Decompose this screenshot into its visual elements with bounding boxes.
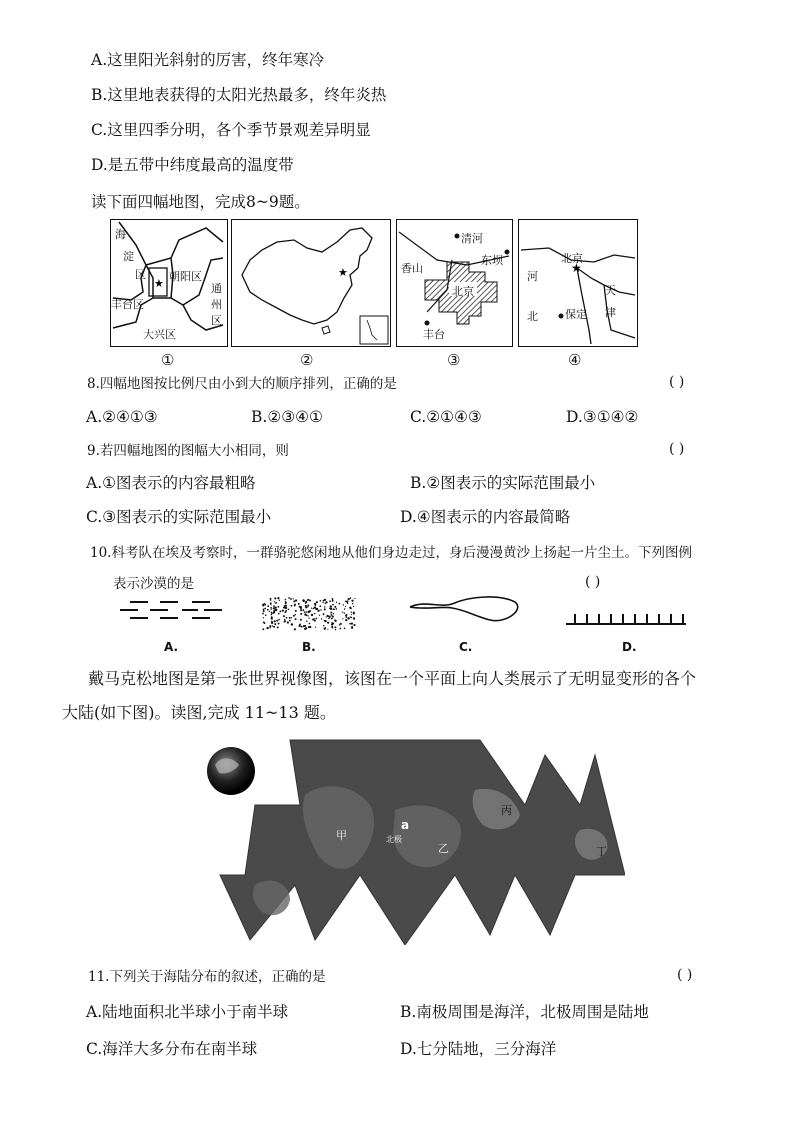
map3-fengtai: 丰台 xyxy=(423,328,445,341)
legend-c-lake xyxy=(410,597,518,621)
q7-option-c: C.这里四季分明，各个季节景观差异明显 xyxy=(91,121,371,139)
q11-option-d: D.七分陆地，三分海洋 xyxy=(400,1040,557,1058)
dymaxion-a: a xyxy=(401,818,410,832)
intro-8-9: 读下面四幅地图，完成8~9题。 xyxy=(91,193,310,211)
map3-beijing: 北京 xyxy=(452,285,474,298)
legend-d-label: D. xyxy=(622,640,637,654)
legend-a-label: A. xyxy=(164,640,179,654)
q8-stem: 8.四幅地图按比例尺由小到大的顺序排列，正确的是 xyxy=(87,376,397,392)
q7-option-a: A.这里阳光斜射的厉害，终年寒冷 xyxy=(91,51,325,69)
svg-text:★: ★ xyxy=(571,261,582,275)
dymaxion-ding: 丁 xyxy=(596,845,607,858)
map-3-label: ③ xyxy=(447,351,461,369)
dymaxion-beiji: 北极 xyxy=(386,835,402,844)
map-4 xyxy=(518,219,638,347)
legend-b-dots xyxy=(262,597,355,630)
q9-option-b: B.②图表示的实际范围最小 xyxy=(410,474,596,492)
q8-option-b: B.②③④① xyxy=(251,408,323,426)
map4-tian: 天 xyxy=(605,284,616,297)
map4-jin: 津 xyxy=(605,306,616,319)
legend-c-label: C. xyxy=(459,640,473,654)
q10-stem-line2: 表示沙漠的是 xyxy=(113,576,194,592)
q9-option-c: C.③图表示的实际范围最小 xyxy=(86,508,272,526)
map3-xiangshan: 香山 xyxy=(401,262,423,275)
map1-haidian-1: 海 xyxy=(115,228,126,241)
q10-legend-symbols xyxy=(0,590,793,640)
map-2 xyxy=(231,219,391,347)
q10-stem-line1: 10.科考队在埃及考察时，一群骆驼悠闲地从他们身边走过，身后漫漫黄沙上扬起一片尘土。下列图例 xyxy=(90,545,692,561)
map1-tong-3: 区 xyxy=(211,314,222,327)
map4-baoding: 保定 xyxy=(565,308,587,321)
q7-option-b: B.这里地表获得的太阳光热最多，终年炎热 xyxy=(91,86,387,104)
q7-option-d: D.是五带中纬度最高的温度带 xyxy=(91,156,294,174)
map4-bei: 北 xyxy=(527,310,538,323)
map-3 xyxy=(396,219,513,347)
map-2-china-outline xyxy=(232,220,390,346)
q9-option-a: A.①图表示的内容最粗略 xyxy=(86,474,256,492)
q11-stem: 11.下列关于海陆分布的叙述，正确的是 xyxy=(88,969,326,985)
q8-option-d: D.③①④② xyxy=(566,408,639,426)
map4-beijing: 北京 xyxy=(561,252,583,265)
q8-option-a: A.②④①③ xyxy=(86,408,158,426)
map1-tong-1: 通 xyxy=(211,282,222,295)
map1-daxing: 大兴区 xyxy=(143,328,176,341)
map1-tong-2: 州 xyxy=(211,298,222,311)
q9-stem: 9.若四幅地图的图幅大小相同，则 xyxy=(87,443,289,459)
map3-dongba: 东坝 xyxy=(481,254,503,267)
dymaxion-yi: 乙 xyxy=(438,842,449,855)
svg-text:★: ★ xyxy=(154,277,164,290)
q11-option-b: B.南极周围是海洋，北极周围是陆地 xyxy=(400,1003,649,1021)
legend-b-label: B. xyxy=(302,640,316,654)
q11-option-a: A.陆地面积北半球小于南半球 xyxy=(86,1003,289,1021)
map4-he: 河 xyxy=(527,270,538,283)
map-1-label: ① xyxy=(161,351,175,369)
dymaxion-jia: 甲 xyxy=(336,829,347,842)
q9-answer-blank[interactable]: ( ) xyxy=(669,441,685,457)
svg-text:★: ★ xyxy=(338,266,348,279)
map-4-label: ④ xyxy=(568,351,582,369)
map1-haidian-2: 淀 xyxy=(123,250,134,263)
legend-a-lines xyxy=(120,602,222,618)
q8-answer-blank[interactable]: ( ) xyxy=(669,374,685,390)
map1-fengtai: 丰台区 xyxy=(111,298,144,311)
map1-qu: 区 xyxy=(135,268,146,281)
q11-option-c: C.海洋大多分布在南半球 xyxy=(86,1040,258,1058)
map3-qinghe: 清河 xyxy=(461,232,483,245)
map1-chaoyang: 朝阳区 xyxy=(169,270,202,283)
q9-option-d: D.④图表示的内容最简略 xyxy=(400,508,571,526)
dymaxion-map xyxy=(195,735,625,945)
map-1 xyxy=(110,219,228,347)
map-2-label: ② xyxy=(300,351,314,369)
q11-answer-blank[interactable]: ( ) xyxy=(677,967,693,983)
q8-option-c: C.②①④③ xyxy=(410,408,482,426)
dymaxion-bing: 丙 xyxy=(501,804,512,817)
legend-d-ticks xyxy=(566,614,686,624)
passage-line2: 大陆(如下图)。读图,完成 11~13 题。 xyxy=(62,703,336,722)
q10-answer-blank[interactable]: ( ) xyxy=(585,574,601,590)
passage-line1: 戴马克松地图是第一张世界视像图，该图在一个平面上向人类展示了无明显变形的各个 xyxy=(88,669,697,688)
